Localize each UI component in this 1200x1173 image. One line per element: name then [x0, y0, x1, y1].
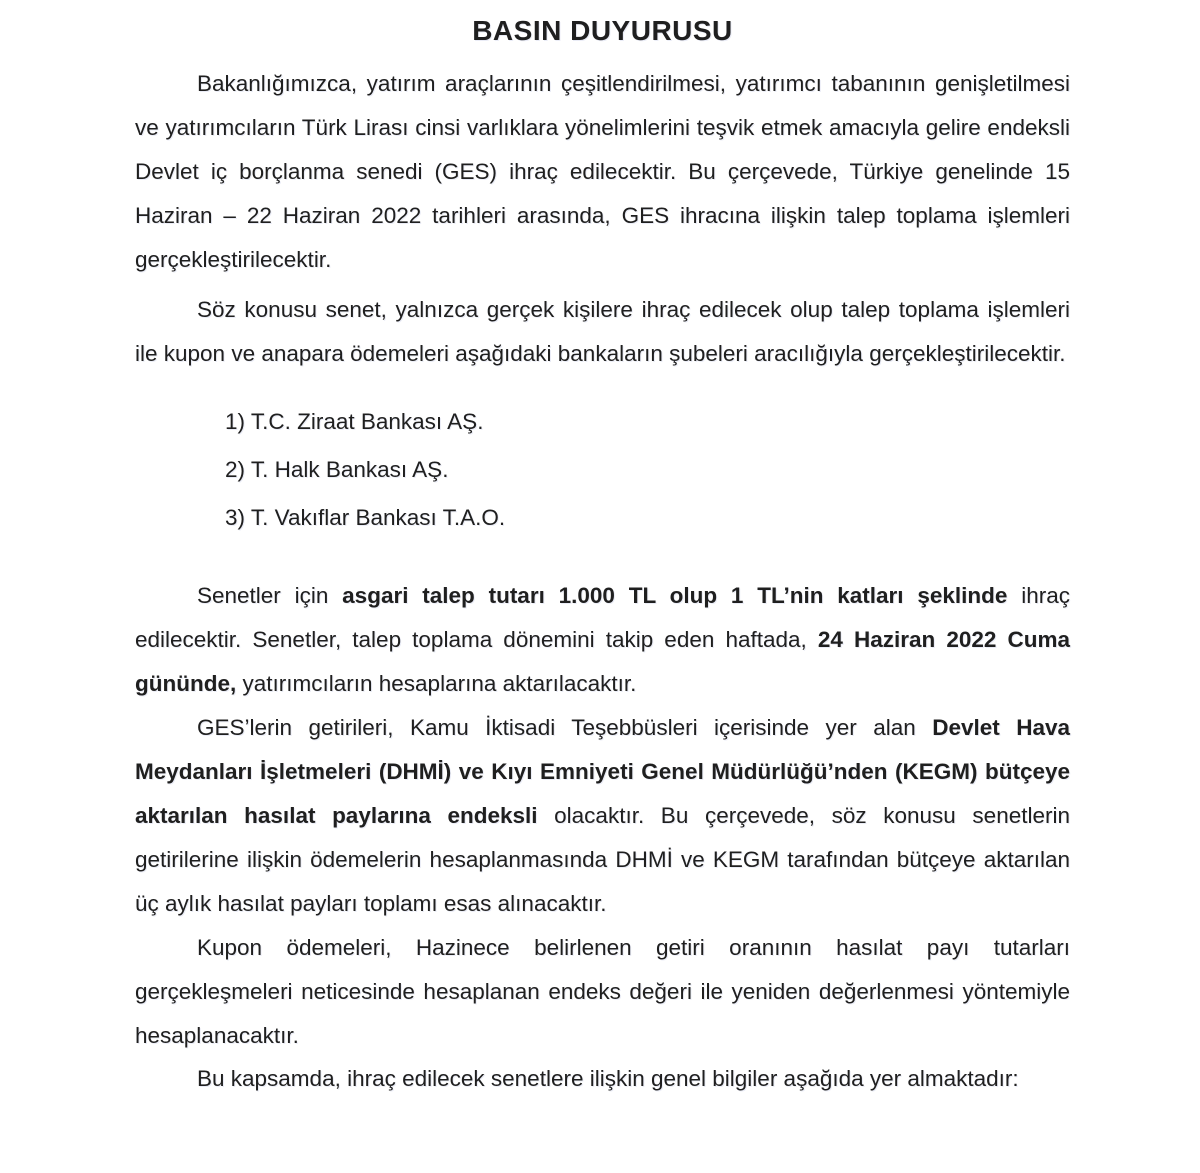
paragraph-index-revenues — [135, 706, 1070, 926]
text-run: yatırımcıların hesaplarına aktarılacaktır. — [236, 671, 637, 696]
bank-item-vakifbank: 3) T. Vakıflar Bankası T.A.O. — [225, 505, 506, 530]
bold-settlement-date: 24 Haziran 2022 Cuma gününde, — [135, 627, 1070, 696]
bank-item-halkbank: 2) T. Halk Bankası AŞ. — [225, 457, 449, 482]
bank-list — [225, 398, 1070, 542]
paragraph-banks-intro: Söz konusu senet, yalnızca gerçek kişilere ihraç edilecek olup talep toplama işlemleri ile kupon ve anapara ödemeleri aşağıdaki bankaların şubeleri aracılığıyla gerçekleştirilecektir. — [135, 297, 1070, 366]
text-run: ihraç edilecektir. Senetler, talep toplama dönemini takip eden haftada, — [135, 583, 1070, 652]
paragraph-general-info: Bu kapsamda, ihraç edilecek senetlere ilişkin genel bilgiler aşağıda yer almaktadır: — [197, 1066, 1019, 1091]
paragraph-intro: Bakanlığımızca, yatırım araçlarının çeşitlendirilmesi, yatırımcı tabanının genişletilmesi ve yatırımcıların Türk Lirası cinsi varlıklara yönelimlerini teşvik etmek amacıyla gelire endeksli Devlet iç borçlanma senedi (GES) ihraç edilecektir. Bu çerçevede, Türkiye genelinde 15 Haziran – 22 Haziran 2022 tarihleri arasında, GES ihracına ilişkin talep toplama işlemleri gerçekleştirilecektir. — [135, 71, 1070, 272]
text-run: Senetler için — [197, 583, 343, 608]
paragraph-coupon-payments: Kupon ödemeleri, Hazinece belirlenen getiri oranının hasılat payı tutarları gerçekleşmeleri neticesinde hesaplanan endeks değeri ile yeniden değerlenmesi yöntemiyle hesaplanacaktır. — [135, 935, 1070, 1048]
bold-minimum-bid-amount: asgari talep tutarı 1.000 TL olup 1 TL’nin katları şeklinde — [342, 583, 1008, 608]
bold-indexed-revenues: Devlet Hava Meydanları İşletmeleri (DHMİ) ve Kıyı Emniyeti Genel Müdürlüğü’nden (KEGM) bütçeye aktarılan hasılat paylarına endeksli — [135, 715, 1070, 828]
bank-item-ziraat: 1) T.C. Ziraat Bankası AŞ. — [225, 409, 484, 434]
paragraph-minimum-bid — [135, 574, 1070, 706]
text-run: GES’lerin getirileri, Kamu İktisadi Teşebbüsleri içerisinde yer alan — [197, 715, 933, 740]
document-title: BASIN DUYURUSU — [472, 15, 733, 46]
text-run: olacaktır. Bu çerçevede, söz konusu senetlerin getirilerine ilişkin ödemelerin hesaplanmasında DHMİ ve KEGM tarafından bütçeye aktarılan üç aylık hasılat payları toplamı esas alınacaktır. — [135, 803, 1070, 916]
